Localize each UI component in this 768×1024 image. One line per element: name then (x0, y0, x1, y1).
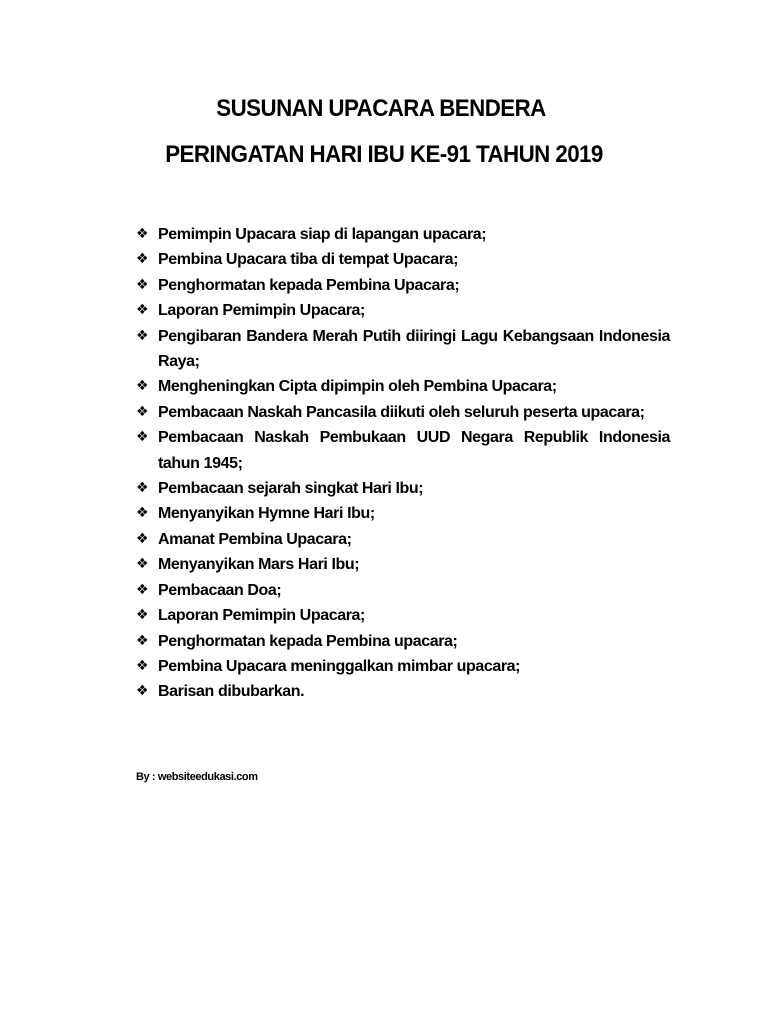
list-item (136, 222, 670, 247)
list-item-text: Amanat Pembina Upacara; (158, 530, 352, 548)
diamond-bullet-icon: ❖ (136, 683, 149, 700)
byline: By : websiteedukasi.com (136, 771, 258, 783)
list-item (136, 298, 670, 323)
diamond-bullet-icon: ❖ (136, 378, 149, 395)
list-item-text: Mengheningkan Cipta dipimpin oleh Pembina Upacara; (158, 378, 557, 396)
diamond-bullet-icon: ❖ (136, 480, 149, 497)
list-item (136, 679, 670, 704)
list-item (136, 425, 670, 476)
list-item (136, 400, 670, 425)
list-item-text: Pemimpin Upacara siap di lapangan upacara; (158, 226, 487, 243)
diamond-bullet-icon: ❖ (136, 429, 149, 446)
list-item-text: Laporan Pemimpin Upacara; (158, 607, 365, 625)
diamond-bullet-icon: ❖ (136, 403, 149, 420)
list-item-text: Pembacaan Naskah Pancasila diikuti oleh seluruh peserta upacara; (158, 403, 645, 421)
list-item (136, 247, 670, 272)
diamond-bullet-icon: ❖ (136, 657, 149, 674)
list-item-text: Pembacaan Naskah Pembukaan UUD Negara Republik Indonesia tahun 1945; (158, 429, 670, 472)
diamond-bullet-icon: ❖ (136, 505, 149, 522)
list-item-text: Penghormatan kepada Pembina Upacara; (158, 276, 460, 294)
list-item (136, 324, 670, 375)
diamond-bullet-icon: ❖ (136, 556, 149, 573)
list-item (136, 578, 670, 603)
ceremony-agenda-list (136, 222, 670, 705)
list-item-text: Pengibaran Bandera Merah Putih diiringi Lagu Kebangsaan Indonesia Raya; (158, 327, 670, 371)
diamond-bullet-icon: ❖ (136, 327, 149, 344)
list-item-text: Pembacaan sejarah singkat Hari Ibu; (158, 480, 424, 498)
diamond-bullet-icon: ❖ (136, 607, 149, 624)
diamond-bullet-icon: ❖ (136, 251, 149, 268)
list-item (136, 501, 670, 526)
diamond-bullet-icon: ❖ (136, 276, 149, 293)
list-item-text: Penghormatan kepada Pembina upacara; (158, 632, 458, 650)
diamond-bullet-icon: ❖ (136, 632, 149, 649)
list-item (136, 273, 670, 298)
list-item-text: Menyanyikan Hymne Hari Ibu; (158, 505, 375, 523)
diamond-bullet-icon: ❖ (136, 302, 149, 319)
list-item-text: Pembina Upacara meninggalkan mimbar upacara; (158, 657, 521, 675)
list-item (136, 552, 670, 577)
list-item-text: Laporan Pemimpin Upacara; (158, 302, 365, 320)
list-item (136, 654, 670, 679)
list-item-text: Menyanyikan Mars Hari Ibu; (158, 556, 360, 574)
diamond-bullet-icon: ❖ (136, 530, 149, 547)
document-title-line-1: SUSUNAN UPACARA BENDERA (216, 95, 546, 122)
list-item-text: Barisan dibubarkan. (158, 683, 305, 701)
document-title-line-2: PERINGATAN HARI IBU KE-91 TAHUN 2019 (165, 141, 603, 168)
list-item-text: Pembina Upacara tiba di tempat Upacara; (158, 251, 459, 269)
diamond-bullet-icon: ❖ (136, 226, 149, 242)
list-item (136, 476, 670, 501)
diamond-bullet-icon: ❖ (136, 581, 149, 598)
list-item (136, 374, 670, 399)
list-item (136, 527, 670, 552)
list-item (136, 603, 670, 628)
list-item-text: Pembacaan Doa; (158, 581, 282, 599)
list-item (136, 629, 670, 654)
